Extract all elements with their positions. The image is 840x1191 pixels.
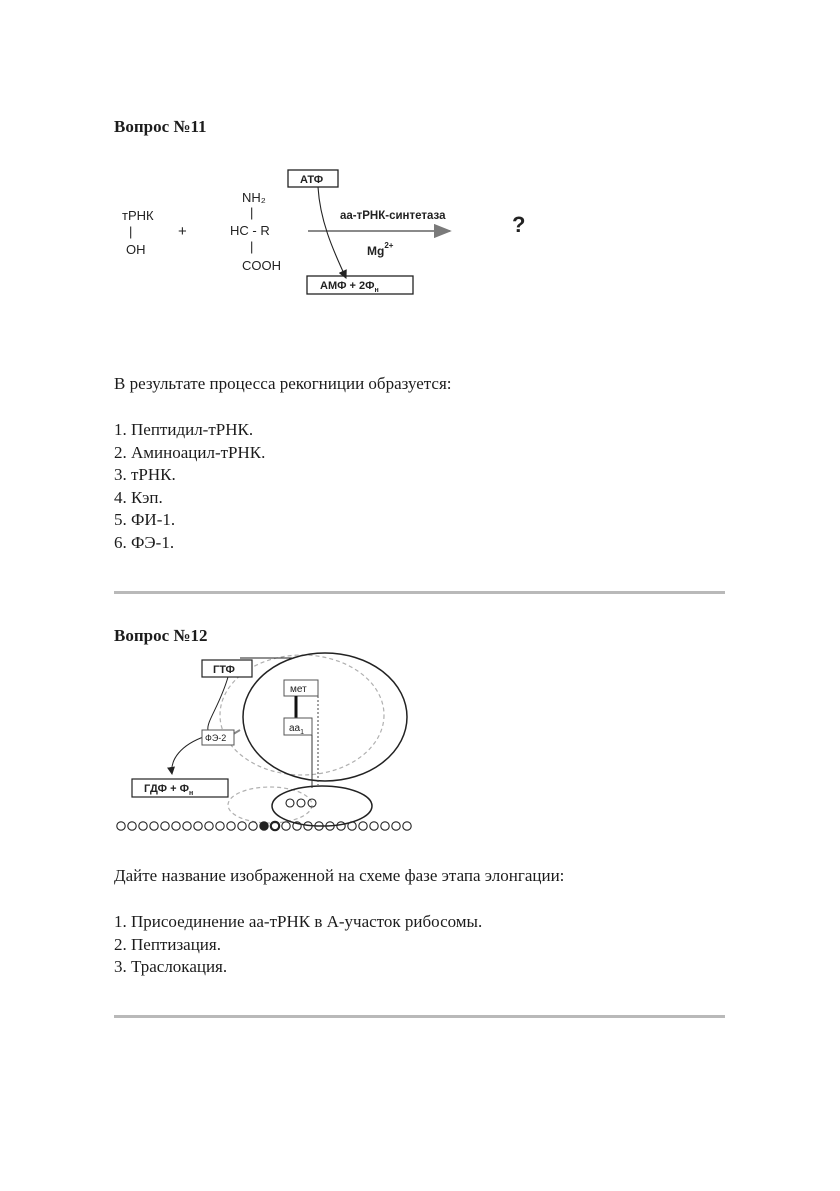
- question-12-prompt: Дайте название изображенной на схеме фазе этапа элонгации:: [114, 866, 565, 885]
- answer-option: 2. Пептизация.: [114, 934, 221, 954]
- mrna-nucleotide: [227, 822, 235, 830]
- section-divider: [114, 591, 725, 594]
- atp-to-amp-arrow: [318, 187, 346, 278]
- question-11-title: Вопрос №11: [114, 117, 207, 136]
- mrna-nucleotide: [238, 822, 246, 830]
- mrna-nucleotide: [205, 822, 213, 830]
- aminoacyl-trna-synthesis-diagram: [110, 160, 550, 305]
- mrna-nucleotide: [381, 822, 389, 830]
- amino-group: NH₂: [242, 190, 266, 205]
- mrna-nucleotide: [139, 822, 147, 830]
- elongation-phase-diagram: [110, 650, 430, 840]
- gdp-arrow: [172, 736, 206, 774]
- mrna-nucleotide: [117, 822, 125, 830]
- mrna-nucleotide: [216, 822, 224, 830]
- mrna-nucleotide: [249, 822, 257, 830]
- ef-label: ФЭ-2: [205, 733, 227, 743]
- dashed-site-outline: [228, 787, 312, 823]
- codon-nucleotide: [286, 799, 294, 807]
- question-11-prompt: В результате процесса рекогниции образуется:: [114, 374, 452, 393]
- atp-label: АТФ: [300, 174, 324, 186]
- gdp-label: ГДФ + $Ф_н$: [144, 783, 194, 797]
- answer-option: 3. Траслокация.: [114, 957, 228, 976]
- mrna-nucleotide: [172, 822, 180, 830]
- mrna-nucleotide: [370, 822, 378, 830]
- section-divider: [114, 1015, 725, 1018]
- answer-option: 1. Пептидил-тРНК.: [114, 420, 254, 439]
- gtp-label: ГТФ: [213, 664, 235, 676]
- mrna-nucleotide: [194, 822, 202, 830]
- carboxyl-group: COOH: [242, 258, 281, 273]
- mrna-strand: [117, 822, 411, 830]
- mrna-nucleotide: [183, 822, 191, 830]
- mrna-nucleotide: [403, 822, 411, 830]
- plus-sign: +: [178, 223, 187, 240]
- mrna-nucleotide: [337, 822, 345, 830]
- question-12-title: Вопрос №12: [114, 626, 208, 645]
- mrna-nucleotide: [128, 822, 136, 830]
- mg-label: $Mg^{2+}$: [367, 241, 394, 258]
- answer-option: 3. тРНК.: [114, 465, 176, 484]
- trna-bond: |: [129, 224, 133, 239]
- mrna-nucleotide-dark: [260, 822, 268, 830]
- answer-option: 2. Аминоацил-тРНК.: [114, 442, 266, 462]
- trna-label: тРНК: [122, 208, 154, 223]
- met-label: мет: [290, 684, 307, 695]
- trna-oh: OH: [126, 242, 146, 257]
- aa1-label: $аа_1$: [289, 723, 305, 736]
- question-12-options: [114, 911, 482, 979]
- answer-option: 5. ФИ-1.: [114, 510, 176, 529]
- product-question-mark: ?: [512, 212, 526, 237]
- amp-label: АМФ + $2Ф_н$: [320, 280, 379, 294]
- mrna-nucleotide: [392, 822, 400, 830]
- mrna-nucleotide: [348, 822, 356, 830]
- mrna-nucleotide: [282, 822, 290, 830]
- codon-nucleotide: [297, 799, 305, 807]
- alpha-carbon: HC - R: [230, 223, 270, 238]
- large-ribosome-subunit: [243, 653, 407, 781]
- answer-option: 1. Присоединение аа-тРНК в А-участок рибосомы.: [114, 912, 483, 931]
- enzyme-label: аа-тРНК-синтетаза: [340, 210, 446, 222]
- mrna-nucleotide: [150, 822, 158, 830]
- answer-option: 6. ФЭ-1.: [114, 532, 175, 552]
- mrna-nucleotide: [359, 822, 367, 830]
- answer-option: 4. Кэп.: [114, 487, 163, 507]
- mrna-nucleotide: [161, 822, 169, 830]
- question-11-options: [114, 419, 265, 554]
- gtp-arrow: [208, 677, 228, 730]
- amino-bond-top: |: [250, 205, 254, 220]
- amino-bond-bottom: |: [250, 239, 254, 254]
